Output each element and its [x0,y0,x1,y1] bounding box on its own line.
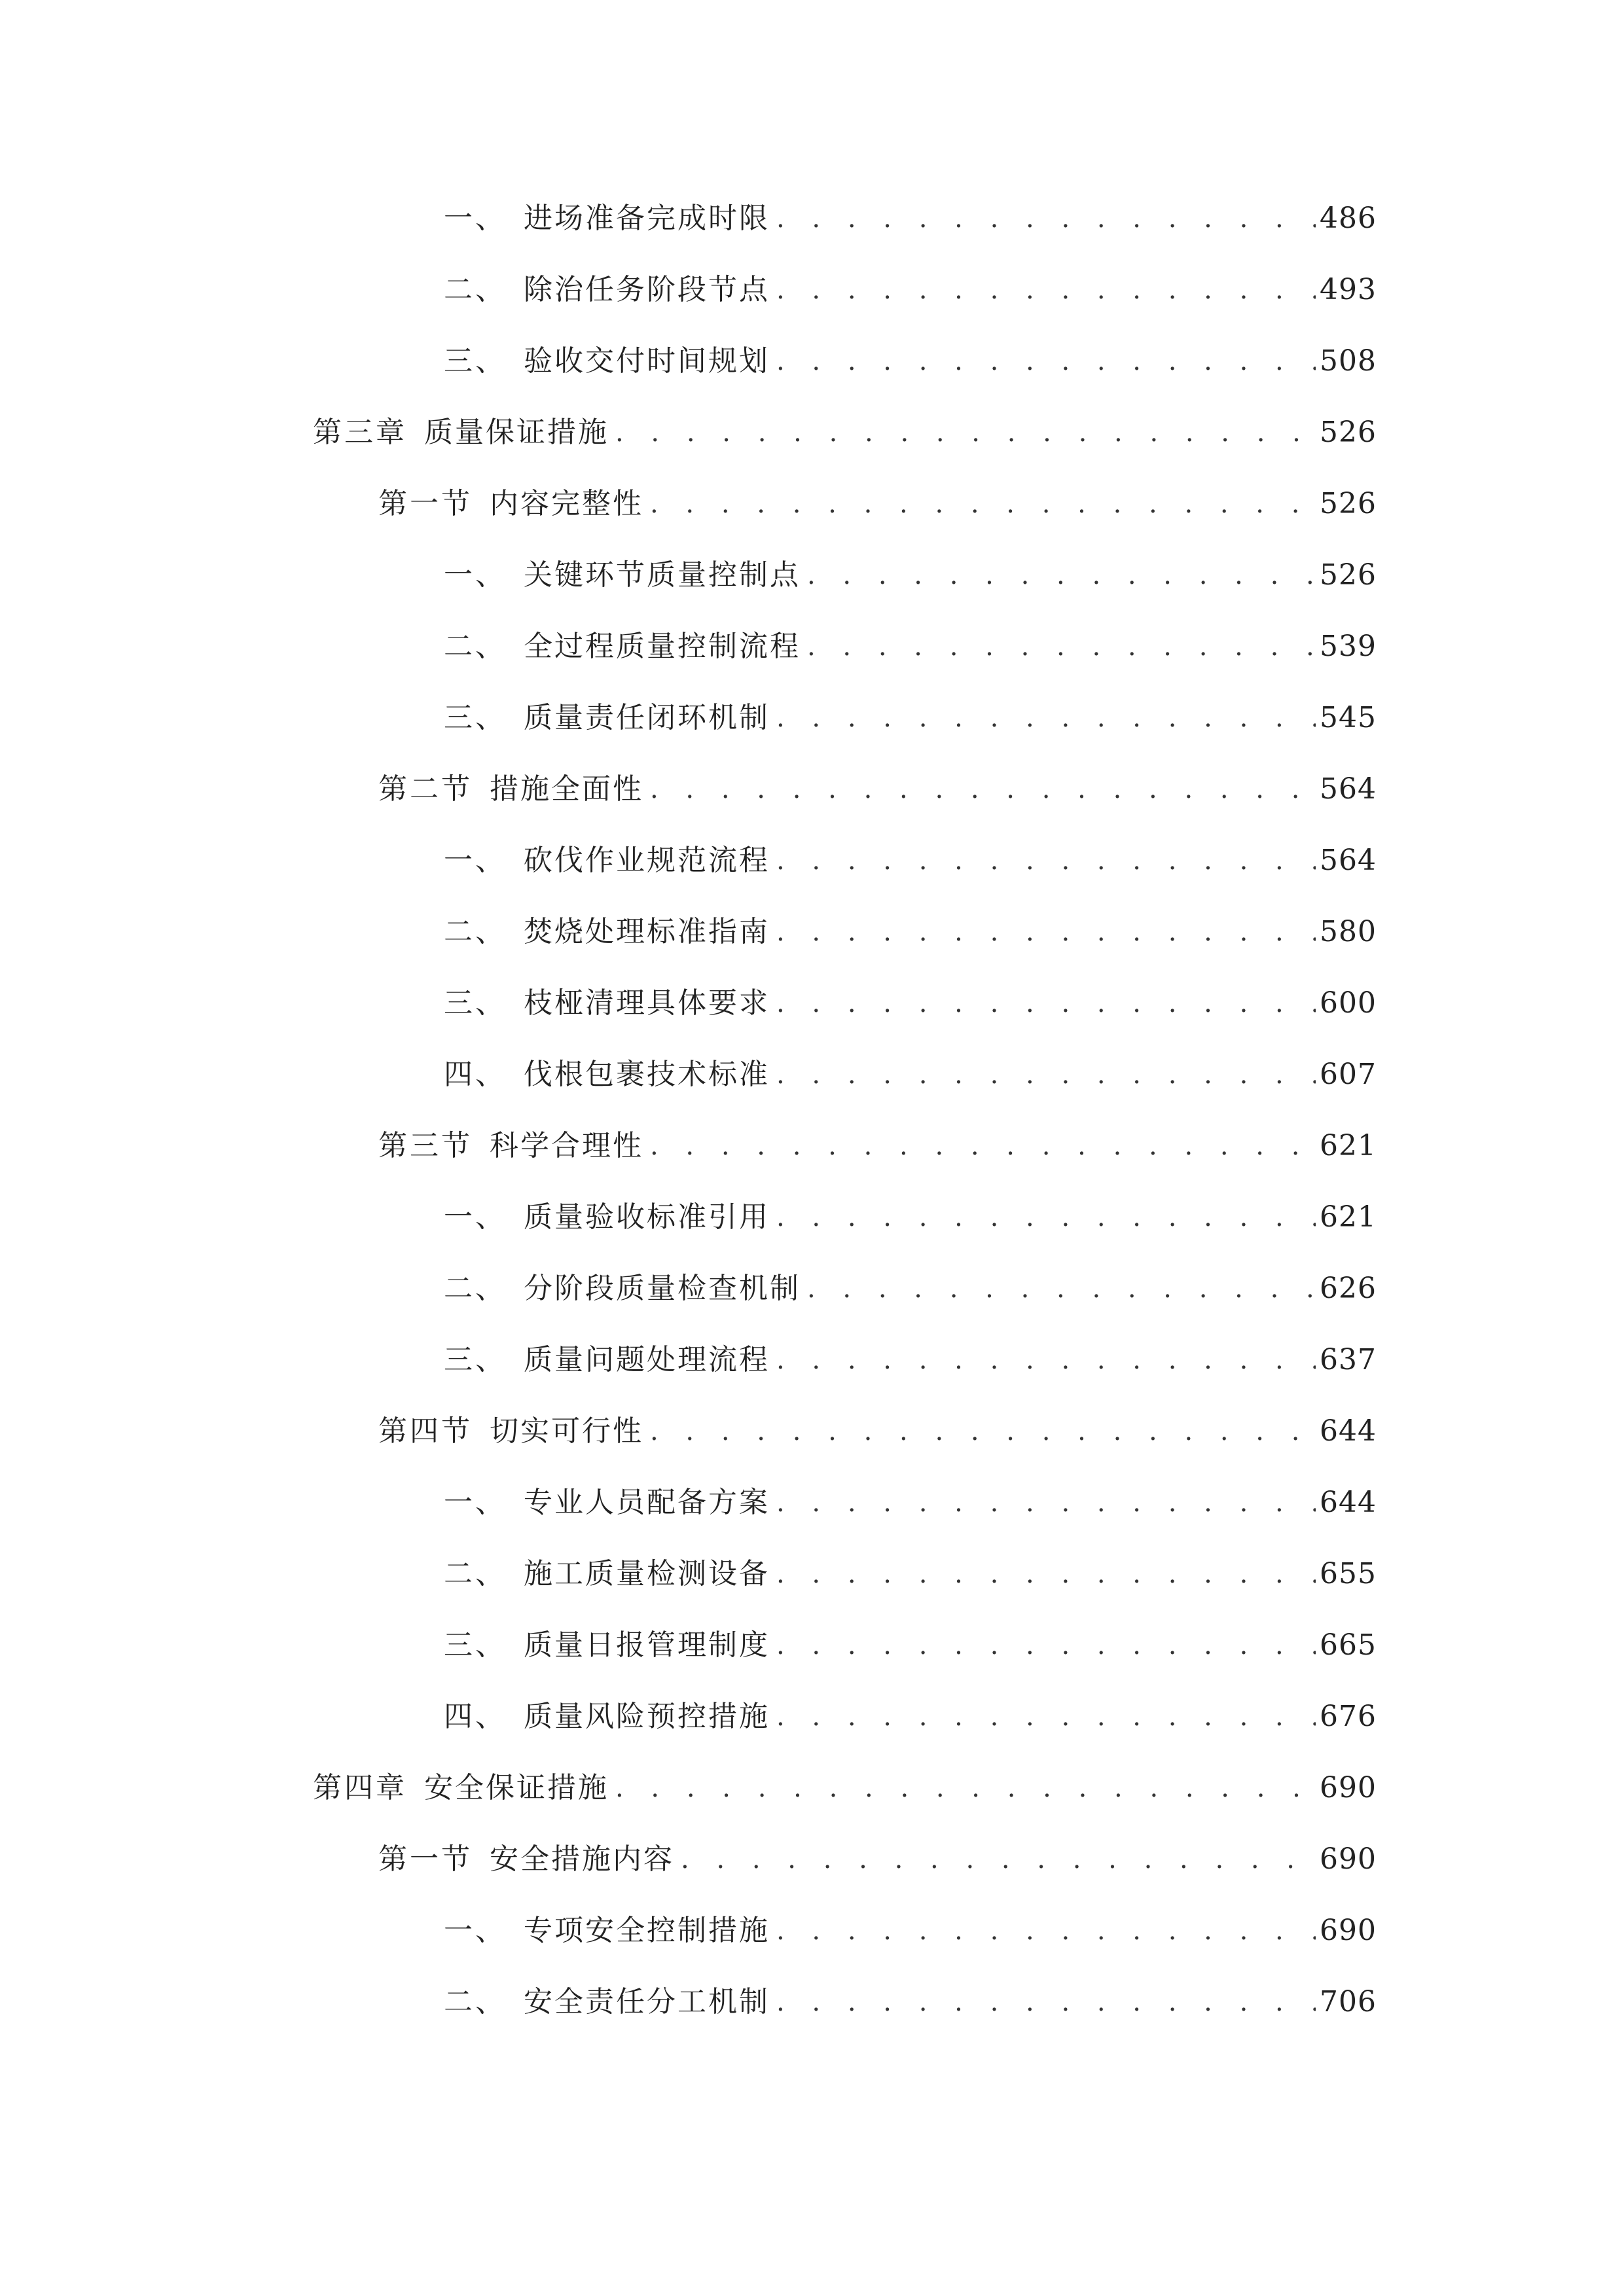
toc-entry-number: 三、 [444,701,507,734]
toc-entry-title: 质量风险预控措施 [524,1700,770,1733]
toc-entry-title: 安全措施内容 [490,1842,674,1876]
toc-dot-leader [650,478,1316,530]
toc-entry-number: 四、 [444,1700,507,1733]
toc-entry-page: 690 [1320,1842,1377,1876]
toc-entry[interactable] [444,1619,1377,1672]
toc-entry-page: 607 [1320,1058,1377,1091]
toc-entry-number: 一、 [444,844,507,877]
toc-dot-leader [776,1976,1316,2028]
toc-entry-page: 665 [1320,1628,1377,1662]
toc-dot-leader [776,192,1316,245]
toc-entry-title: 进场准备完成时限 [524,202,770,235]
toc-entry-title: 质量问题处理流程 [524,1343,770,1376]
toc-dot-leader [776,1905,1316,1957]
toc-entry-title: 安全责任分工机制 [524,1985,770,2018]
toc-dot-leader [776,335,1316,387]
toc-entry[interactable] [444,1049,1377,1101]
toc-entry[interactable] [444,1548,1377,1600]
toc-dot-leader [807,620,1316,673]
toc-entry-number: 二、 [444,630,507,663]
toc-entry-page: 655 [1320,1557,1377,1590]
toc-entry-title: 验收交付时间规划 [524,344,770,378]
toc-dot-leader [650,1120,1316,1172]
toc-entry[interactable] [444,1191,1377,1244]
toc-entry-title: 切实可行性 [490,1414,643,1448]
toc-entry[interactable] [444,1976,1377,2028]
toc-entry-page: 526 [1320,416,1377,449]
toc-entry-title: 安全保证措施 [424,1771,609,1804]
toc-entry-title: 科学合理性 [490,1129,643,1162]
toc-entry-title: 专业人员配备方案 [524,1486,770,1519]
toc-dot-leader [776,906,1316,958]
toc-entry-number: 三、 [444,1343,507,1376]
toc-entry-number: 二、 [444,1272,507,1305]
toc-section-entry[interactable] [378,1120,1377,1172]
toc-entry-page: 564 [1320,844,1377,877]
toc-chapter-entry[interactable] [313,406,1377,459]
toc-entry-page: 526 [1320,558,1377,592]
toc-entry-title: 枝桠清理具体要求 [524,986,770,1020]
toc-section-entry[interactable] [378,478,1377,530]
toc-entry-page: 508 [1320,344,1377,378]
toc-entry-number: 三、 [444,1628,507,1662]
toc-section-entry[interactable] [378,1405,1377,1458]
toc-entry-title: 砍伐作业规范流程 [524,844,770,877]
toc-dot-leader [807,549,1316,601]
toc-dot-leader [650,763,1316,816]
toc-entry-title: 伐根包裹技术标准 [524,1058,770,1091]
toc-entry-title: 质量验收标准引用 [524,1200,770,1234]
toc-entry[interactable] [444,335,1377,387]
toc-entry-page: 644 [1320,1414,1377,1448]
toc-entry-page: 690 [1320,1914,1377,1947]
toc-entry-number: 第四章 [313,1771,407,1804]
toc-dot-leader [807,1263,1316,1315]
toc-entry-number: 第四节 [378,1414,473,1448]
toc-entry-title: 质量日报管理制度 [524,1628,770,1662]
toc-dot-leader [776,1619,1316,1672]
toc-dot-leader [776,692,1316,744]
toc-entry-page: 621 [1320,1200,1377,1234]
toc-entry-number: 四、 [444,1058,507,1091]
toc-entry-page: 690 [1320,1771,1377,1804]
toc-entry-page: 486 [1320,202,1377,235]
toc-entry[interactable] [444,834,1377,887]
toc-entry-page: 706 [1320,1985,1377,2018]
toc-entry[interactable] [444,192,1377,245]
toc-entry-page: 580 [1320,915,1377,948]
toc-dot-leader [776,1477,1316,1529]
toc-entry-page: 621 [1320,1129,1377,1162]
toc-dot-leader [776,1334,1316,1386]
toc-entry-page: 493 [1320,273,1377,306]
toc-entry-title: 分阶段质量检查机制 [524,1272,801,1305]
toc-entry-title: 全过程质量控制流程 [524,630,801,663]
toc-entry-number: 二、 [444,1985,507,2018]
toc-entry[interactable] [444,620,1377,673]
toc-dot-leader [776,1191,1316,1244]
toc-dot-leader [776,1548,1316,1600]
toc-entry-number: 一、 [444,1486,507,1519]
toc-entry[interactable] [444,264,1377,316]
toc-entry[interactable] [444,1905,1377,1957]
toc-entry-page: 626 [1320,1272,1377,1305]
toc-entry-number: 第二节 [378,772,473,806]
toc-entry-number: 第一节 [378,487,473,520]
toc-chapter-entry[interactable] [313,1762,1377,1814]
toc-dot-leader [776,264,1316,316]
toc-entry[interactable] [444,1691,1377,1743]
toc-entry-number: 二、 [444,915,507,948]
toc-entry-page: 539 [1320,630,1377,663]
toc-dot-leader [776,977,1316,1030]
toc-entry-title: 质量责任闭环机制 [524,701,770,734]
toc-entry[interactable] [444,977,1377,1030]
toc-entry[interactable] [444,549,1377,601]
toc-entry[interactable] [444,906,1377,958]
toc-section-entry[interactable] [378,1833,1377,1886]
toc-entry-number: 第三节 [378,1129,473,1162]
toc-entry-number: 三、 [444,986,507,1020]
toc-entry[interactable] [444,1263,1377,1315]
toc-entry-page: 600 [1320,986,1377,1020]
toc-entry-title: 措施全面性 [490,772,643,806]
toc-entry-number: 第一节 [378,1842,473,1876]
toc-entry-page: 676 [1320,1700,1377,1733]
toc-entry-title: 除治任务阶段节点 [524,273,770,306]
toc-section-entry[interactable] [378,763,1377,816]
toc-entry-title: 焚烧处理标准指南 [524,915,770,948]
toc-entry-page: 526 [1320,487,1377,520]
toc-dot-leader [776,1691,1316,1743]
toc-entry-page: 637 [1320,1343,1377,1376]
toc-entry-number: 一、 [444,202,507,235]
toc-entry-number: 二、 [444,1557,507,1590]
toc-entry-title: 关键环节质量控制点 [524,558,801,592]
toc-entry-page: 644 [1320,1486,1377,1519]
toc-entry[interactable] [444,1334,1377,1386]
toc-entry-number: 三、 [444,344,507,378]
toc-entry-title: 内容完整性 [490,487,643,520]
toc-entry-title: 专项安全控制措施 [524,1914,770,1947]
toc-entry-number: 一、 [444,558,507,592]
toc-entry-number: 第三章 [313,416,407,449]
toc-dot-leader [650,1405,1316,1458]
toc-dot-leader [615,406,1316,459]
toc-entry[interactable] [444,1477,1377,1529]
toc-entry-page: 564 [1320,772,1377,806]
toc-dot-leader [776,834,1316,887]
toc-entry-page: 545 [1320,701,1377,734]
toc-dot-leader [681,1833,1316,1886]
toc-entry-number: 一、 [444,1200,507,1234]
toc-entry-title: 质量保证措施 [424,416,609,449]
toc-dot-leader [615,1762,1316,1814]
toc-dot-leader [776,1049,1316,1101]
toc-entry-number: 一、 [444,1914,507,1947]
toc-entry-number: 二、 [444,273,507,306]
toc-entry-title: 施工质量检测设备 [524,1557,770,1590]
toc-entry[interactable] [444,692,1377,744]
